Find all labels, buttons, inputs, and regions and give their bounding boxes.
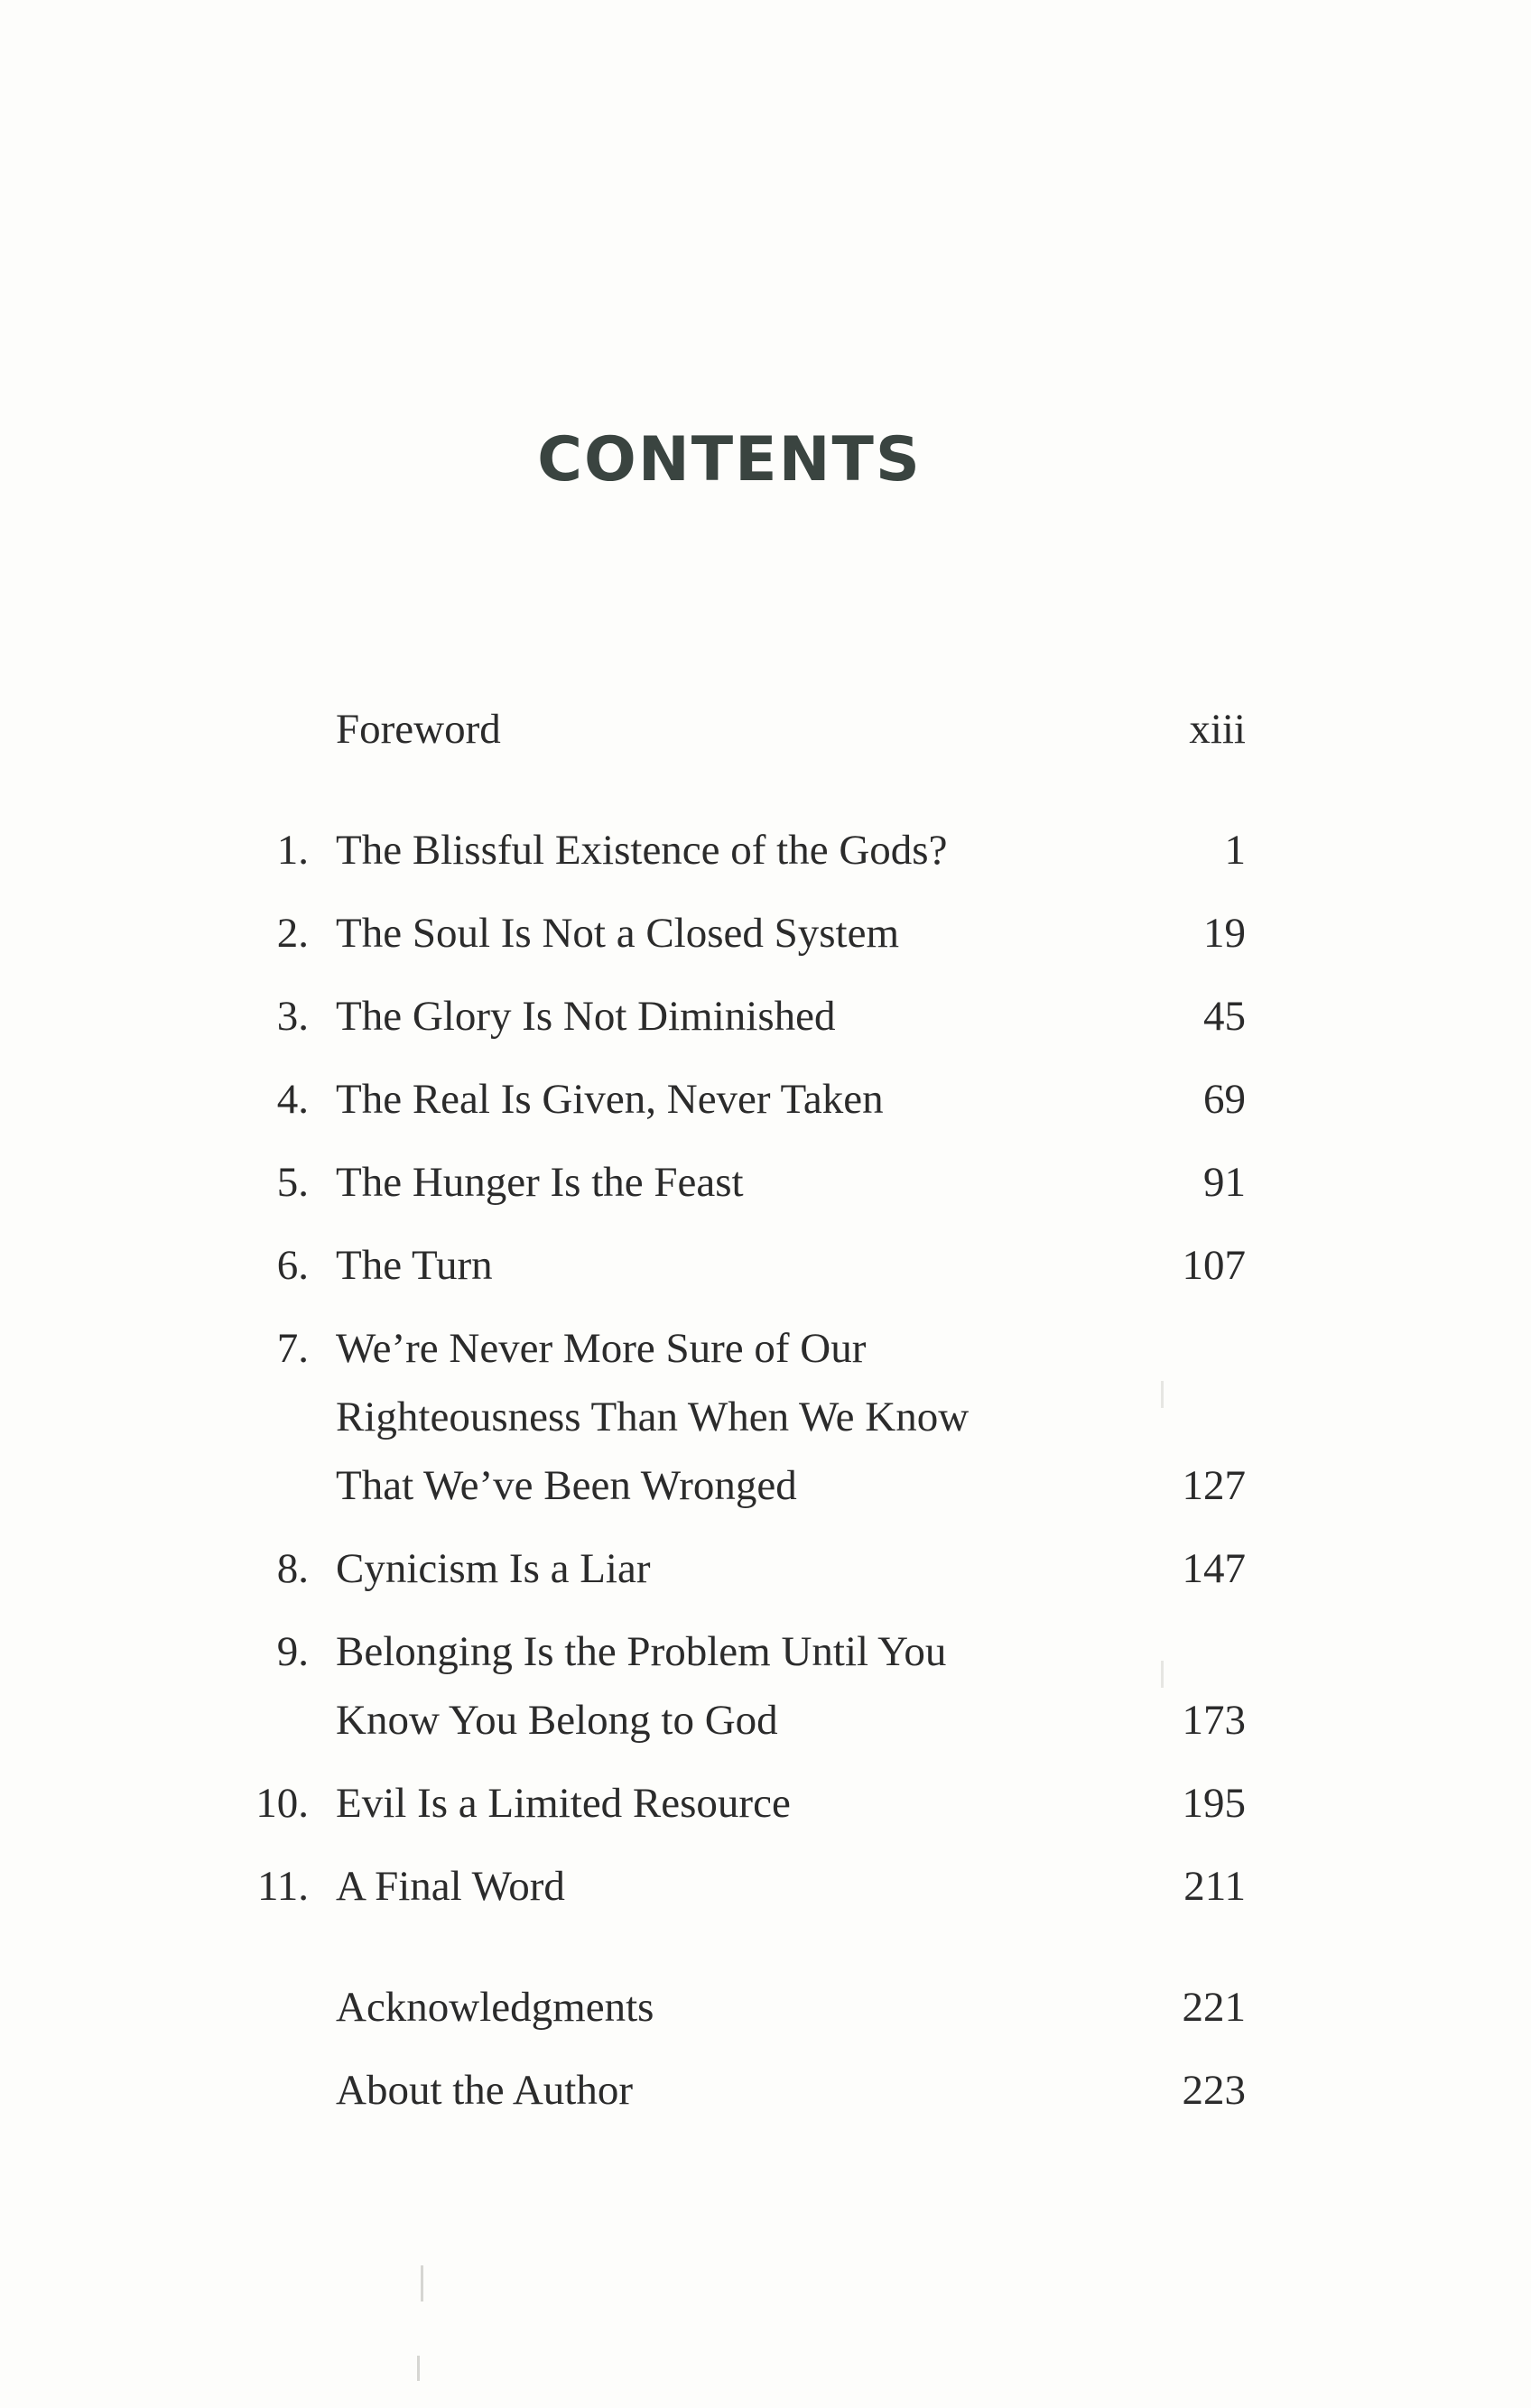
entry-title: About the Author xyxy=(336,2067,633,2114)
entry-title: Foreword xyxy=(336,706,501,753)
entry-page: 147 xyxy=(1182,1545,1246,1592)
entry-title: The Real Is Given, Never Taken xyxy=(336,1076,884,1123)
chapter-number: 10. xyxy=(255,1780,309,1827)
chapter-number: 5. xyxy=(276,1159,309,1206)
entry-title: Evil Is a Limited Resource xyxy=(336,1780,791,1827)
entry-page: 223 xyxy=(1182,2067,1246,2114)
chapter-number: 7. xyxy=(276,1325,309,1372)
entry-title: The Hunger Is the Feast xyxy=(336,1159,744,1206)
entry-title: Acknowledgments xyxy=(336,1984,654,2031)
entry-title: The Blissful Existence of the Gods? xyxy=(336,827,948,874)
entry-title: The Glory Is Not Diminished xyxy=(336,993,836,1040)
chapter-number: 9. xyxy=(276,1628,309,1675)
entry-title-line-2: Know You Belong to God xyxy=(336,1697,778,1744)
entry-page: 221 xyxy=(1182,1984,1246,2031)
chapter-number: 2. xyxy=(276,910,309,957)
entry-title: Cynicism Is a Liar xyxy=(336,1545,651,1592)
entry-page: 45 xyxy=(1203,993,1246,1040)
entry-title-line-3: That We’ve Been Wronged xyxy=(336,1462,797,1509)
entry-title: The Soul Is Not a Closed System xyxy=(336,910,900,957)
chapter-number: 8. xyxy=(276,1545,309,1592)
scan-mark xyxy=(1161,1661,1164,1688)
chapter-number: 1. xyxy=(276,827,309,874)
scan-mark xyxy=(1161,1381,1164,1408)
entry-page: 127 xyxy=(1182,1462,1246,1509)
entry-page: 107 xyxy=(1182,1242,1246,1289)
chapter-number: 11. xyxy=(256,1863,309,1910)
entry-title-line-1: We’re Never More Sure of Our xyxy=(336,1325,867,1372)
entry-title-line-2: Righteousness Than When We Know xyxy=(336,1394,970,1440)
entry-page: 91 xyxy=(1203,1159,1246,1206)
entry-page: 211 xyxy=(1183,1863,1246,1910)
entry-page: 19 xyxy=(1203,910,1246,957)
entry-page: 69 xyxy=(1203,1076,1246,1123)
entry-title: The Turn xyxy=(336,1242,493,1289)
entry-title-line-1: Belonging Is the Problem Until You xyxy=(336,1628,947,1675)
chapter-number: 6. xyxy=(276,1242,309,1289)
entry-page: 195 xyxy=(1182,1780,1246,1827)
entry-title: A Final Word xyxy=(336,1863,565,1910)
chapter-number: 3. xyxy=(276,993,309,1040)
scan-mark xyxy=(421,2265,423,2301)
entry-page: 173 xyxy=(1182,1697,1246,1744)
chapter-number: 4. xyxy=(276,1076,309,1123)
entry-page: xiii xyxy=(1189,706,1246,753)
page-title: CONTENTS xyxy=(537,424,922,495)
scan-mark xyxy=(417,2356,420,2381)
entry-page: 1 xyxy=(1224,827,1246,874)
